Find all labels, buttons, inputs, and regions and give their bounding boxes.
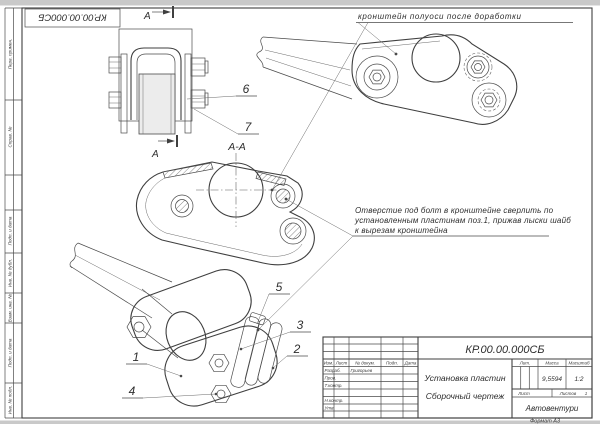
sheet-label: Лист <box>518 390 530 396</box>
balloon-3-number: 3 <box>296 318 304 332</box>
col-podp-label: Подп. <box>386 360 398 366</box>
row-razrab-label: Разраб. <box>324 368 341 373</box>
balloon-2-number: 2 <box>293 342 301 356</box>
row-nkontr-label: Н.контр. <box>324 398 344 403</box>
screen-edge-bottom <box>0 418 600 424</box>
section-letter-top: А <box>144 11 151 22</box>
col-data-label: Дата <box>404 360 417 366</box>
corner-designation-text: КР.00.00.000СБ <box>38 11 107 23</box>
balloon-4-number: 4 <box>128 384 136 398</box>
note-drill-line2: установленным пластинам поз.1, прижав лыски шайб <box>355 216 571 225</box>
balloon-6-number: 6 <box>242 82 250 96</box>
margin-label-inv-podl: Инв. № подл. <box>7 385 13 415</box>
margin-label-podp-data-1: Подп. и дата <box>7 216 13 246</box>
title-company: Автовентури <box>525 404 579 413</box>
scale-value: 1:2 <box>574 376 584 383</box>
row-tkontr-label: Т.контр. <box>324 383 343 388</box>
balloon-1-number: 1 <box>132 350 140 364</box>
col-izm-label: Изм. <box>323 360 334 366</box>
col-list-label: Лист <box>335 360 348 366</box>
sheets-label: Листов <box>559 390 577 396</box>
balloon-7-number: 7 <box>244 120 252 134</box>
format-note: Формат А3 <box>529 418 561 424</box>
title-designation: КР.00.00.000СБ <box>465 344 545 356</box>
margin-label-sprav-no: Справ. № <box>7 126 13 148</box>
margin-label-podp-data-2: Подп. и дата <box>7 338 13 368</box>
balloon-5-number: 5 <box>275 280 283 294</box>
mass-value: 9,5594 <box>542 376 562 383</box>
note-drill-line3: к вырезам кронштейна <box>355 226 448 235</box>
margin-label-perv-primen: Перв. примен. <box>7 38 13 70</box>
developer-name: Григорьев <box>350 368 373 373</box>
section-label: А-А <box>228 141 246 153</box>
scale-label: Масштаб <box>568 360 590 366</box>
margin-label-inv-dubl: Инв. № дубл. <box>7 258 13 288</box>
mass-label: Масса <box>545 360 559 366</box>
sheets-value: 1 <box>584 390 588 396</box>
screen-edge-top <box>0 0 600 6</box>
col-doc-label: № докум. <box>355 360 375 366</box>
row-prov-label: Пров. <box>324 375 337 381</box>
section-letter-bottom: А <box>152 149 159 160</box>
title-doc-type: Сборочный чертеж <box>425 391 505 401</box>
note-drill-line1: Отверстие под болт в кронштейне сверлить по <box>355 206 554 215</box>
margin-label-vzam-inv: Взам. инв. № <box>7 293 13 323</box>
lit-label: Лит. <box>519 360 531 366</box>
row-utv-label: Утв. <box>324 405 335 411</box>
title-doc-title: Установка пластин <box>424 373 506 383</box>
note-bracket-rework-text: кронштейн полуоси после доработки <box>358 12 522 21</box>
